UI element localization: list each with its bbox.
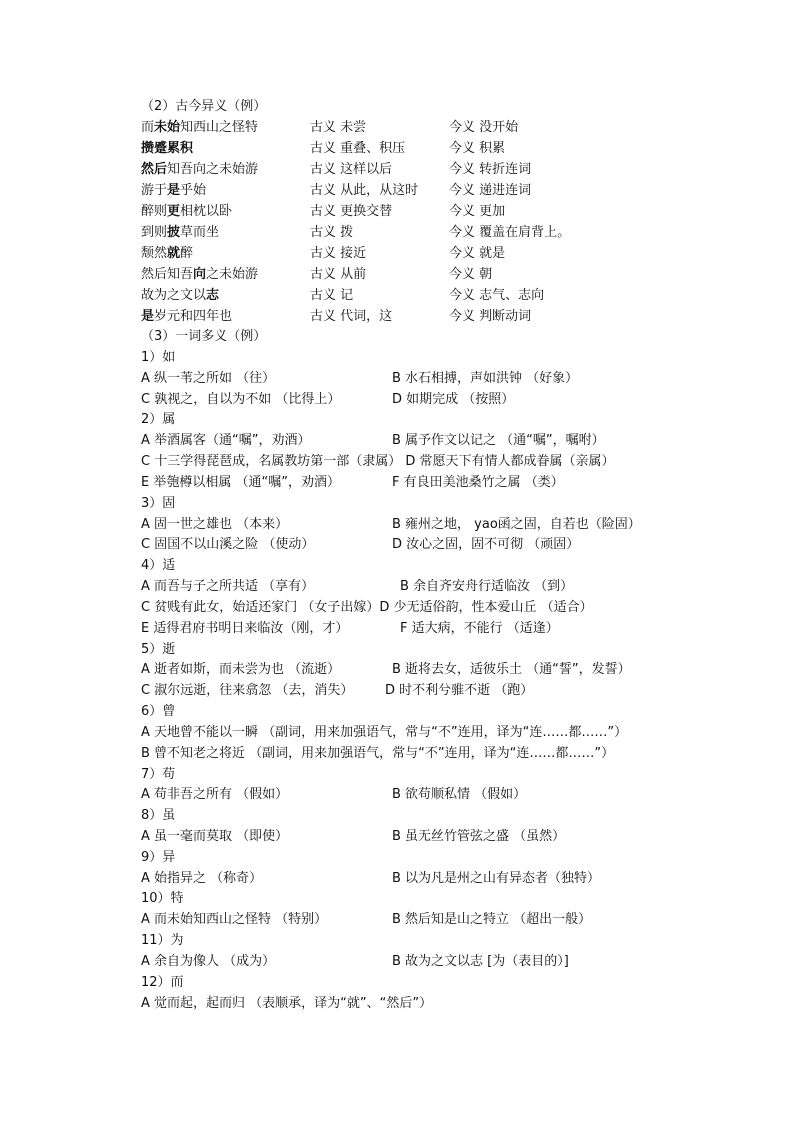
entry-b: B 欲苟顺私情 （假如） [392,787,527,802]
ancient-meaning: 古义 从前 [310,267,367,282]
modern-meaning: 今义 转折连词 [449,162,532,177]
modern-meaning: 今义 递进连词 [449,183,532,198]
ancient-meaning: 古义 从此，从这时 [310,183,419,198]
entry-b: B 余自齐安舟行适临汝 （到） [400,579,574,594]
entry-c: C 固国不以山溪之险 （使动） [141,537,315,552]
entry-b: B 然后知是山之特立 （超出一般） [392,912,592,927]
example-sentence: 攒蹙累积 [141,141,194,156]
modern-meaning: 今义 更加 [449,204,506,219]
group-title: 8）虽 [141,808,176,823]
entry-d: D 汝心之固，固不可彻 （顽固） [392,537,580,552]
group-title: 3）固 [141,496,176,511]
section-2-heading: （2）古今异义（例） [141,99,267,114]
entry-a: A 始指异之 （称奇） [141,871,263,886]
group-title: 12）而 [141,975,184,990]
entry-b: B 以为凡是州之山有异态者（独特） [392,871,601,886]
ancient-meaning: 古义 拨 [310,225,354,240]
entry-a: A 觉而起，起而归 （表顺承，译为“就”、“然后”） [141,996,433,1011]
entry-e: E 举匏樽以相属 （通“嘱”，劝酒） [141,475,340,490]
group-title: 10）特 [141,891,184,906]
entry-a: A 固一世之雄也 （本来） [141,517,289,532]
entry-b: B 曾不知老之将近 （副词，用来加强语气，常与“不”连用，译为“连……都……”） [141,746,615,761]
ancient-meaning: 古义 更换交替 [310,204,393,219]
example-sentence: 然后知吾向之未始游 [141,162,259,177]
ancient-meaning: 古义 未尝 [310,120,367,135]
section-3-heading: （3）一词多义（例） [141,329,267,344]
example-sentence: 故为之文以志 [141,288,220,303]
example-sentence: 颓然就醉 [141,246,194,261]
entry-a: A 余自为像人 （成为） [141,954,276,969]
modern-meaning: 今义 没开始 [449,120,519,135]
entry-c-d: C 贫贱有此女，始适还家门 （女子出嫁）D 少无适俗韵，性本爱山丘 （适合） [141,600,593,615]
modern-meaning: 今义 志气、志向 [449,288,545,303]
entry-b: B 故为之文以志 [为（表目的）] [392,954,569,969]
entry-a: A 虽一毫而莫取 （即使） [141,829,289,844]
entry-c: C 淑尔远逝，往来翕忽 （去，消失） [141,683,354,698]
example-sentence: 而未始知西山之怪特 [141,120,259,135]
ancient-meaning: 古义 接近 [310,246,367,261]
entry-a: A 而吾与子之所共适 （享有） [141,579,315,594]
entry-b: B 雍州之地， yao函之固，自若也（险固） [392,517,641,532]
group-title: 4）适 [141,558,176,573]
ancient-meaning: 古义 重叠、积压 [310,141,406,156]
ancient-meaning: 古义 代词，这 [310,309,393,324]
entry-d: D 时不利兮骓不逝 （跑） [385,683,534,698]
entry-b: B 虽无丝竹管弦之盛 （虽然） [392,829,566,844]
entry-a: A 举酒属客（通“嘱”，劝酒） [141,433,311,448]
entry-c: C 孰视之，自以为不如 （比得上） [141,392,341,407]
entry-b: B 属予作文以记之 （通“嘱”，嘱咐） [392,433,605,448]
entry-d: D 如期完成 （按照） [392,392,515,407]
example-sentence: 是岁元和四年也 [141,309,233,324]
group-title: 5）逝 [141,642,176,657]
entry-a: A 天地曾不能以一瞬 （副词，用来加强语气，常与“不”连用，译为“连……都……”） [141,725,628,740]
example-sentence: 醉则更相枕以卧 [141,204,233,219]
entry-a: A 苟非吾之所有 （假如） [141,787,289,802]
group-title: 1）如 [141,350,176,365]
group-title: 7）苟 [141,767,176,782]
entry-b: B 逝将去女，适彼乐土 （通“誓”，发誓） [392,662,631,677]
modern-meaning: 今义 覆盖在肩背上。 [449,225,571,240]
modern-meaning: 今义 朝 [449,267,493,282]
entry-c-d: C 十三学得琵琶成，名属教坊第一部（隶属） D 常愿天下有情人都成眷属（亲属） [141,454,615,469]
group-title: 11）为 [141,933,184,948]
group-title: 9）异 [141,850,176,865]
entry-b: B 水石相搏，声如洪钟 （好象） [392,371,579,386]
modern-meaning: 今义 积累 [449,141,506,156]
entry-a: A 纵一苇之所如 （往） [141,371,276,386]
entry-e: E 适得君府书明日来临汝（刚，才） [141,621,349,636]
entry-a: A 逝者如斯，而未尝为也 （流逝） [141,662,341,677]
entry-f: F 适大病，不能行 （适逢） [400,621,559,636]
entry-f: F 有良田美池桑竹之属 （类） [392,475,564,490]
example-sentence: 然后知吾向之未始游 [141,267,259,282]
example-sentence: 到则披草而坐 [141,225,220,240]
ancient-meaning: 古义 这样以后 [310,162,393,177]
group-title: 2）属 [141,412,176,427]
group-title: 6）曾 [141,704,176,719]
ancient-meaning: 古义 记 [310,288,354,303]
modern-meaning: 今义 就是 [449,246,506,261]
modern-meaning: 今义 判断动词 [449,309,532,324]
entry-a: A 而未始知西山之怪特 （特别） [141,912,328,927]
example-sentence: 游于是乎始 [141,183,207,198]
